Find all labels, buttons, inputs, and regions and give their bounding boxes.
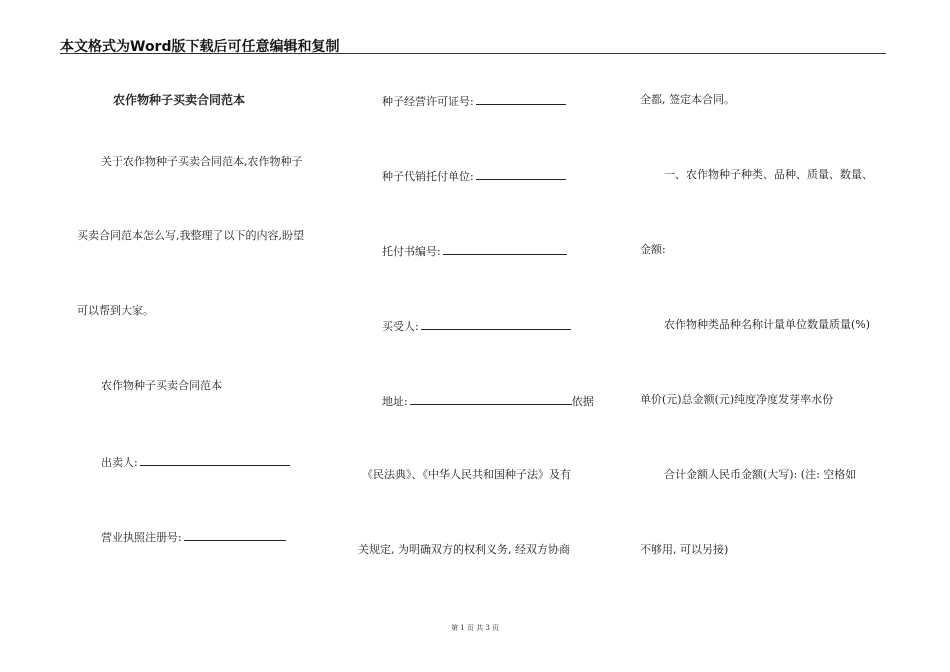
- agent-unit-blank: [476, 168, 566, 180]
- intro-line-2: 买卖合同范本怎么写,我整理了以下的内容,盼望: [77, 229, 304, 242]
- address-suffix: 依据: [571, 395, 594, 408]
- total-amount-line-2: 不够用, 可以另接): [640, 543, 729, 556]
- intro-line-1: 关于农作物种子买卖合同范本,农作物种子: [101, 155, 303, 168]
- address-label: 地址:: [382, 395, 408, 408]
- license-label: 营业执照注册号:: [101, 531, 182, 544]
- seller-blank: [140, 454, 290, 466]
- seller-field: [101, 454, 290, 470]
- seed-permit-blank: [476, 93, 566, 105]
- agent-unit-field: [382, 168, 566, 184]
- law-line: 《民法典》、《中华人民共和国种子法》及有: [362, 468, 571, 481]
- document-header: 本文格式为Word版下载后可任意编辑和复制: [60, 39, 340, 55]
- page-footer: 第 1 页 共 3 页: [450, 624, 500, 632]
- entrust-no-blank: [443, 243, 567, 255]
- amount-label: 金额:: [640, 243, 666, 256]
- seed-permit-label: 种子经营许可证号:: [382, 95, 474, 108]
- table-header-2: 单价(元)总金额(元)纯度净度发芽率水份: [640, 393, 834, 406]
- entrust-no-field: [382, 243, 567, 259]
- contract-subtitle: 农作物种子买卖合同范本: [101, 379, 222, 392]
- document-title: 农作物种子买卖合同范本: [113, 93, 246, 107]
- agent-unit-label: 种子代销托付单位:: [382, 170, 474, 183]
- entrust-no-label: 托付书编号:: [382, 245, 441, 258]
- total-amount-line: 合计金额人民币金额(大写): (注: 空格如: [664, 468, 857, 481]
- seed-permit-field: [382, 93, 566, 109]
- address-field: [382, 393, 594, 409]
- buyer-label: 买受人:: [382, 320, 419, 333]
- address-blank: [410, 393, 572, 405]
- buyer-blank: [421, 318, 571, 330]
- buyer-field: [382, 318, 571, 334]
- agreement-line: 全都, 签定本合同。: [640, 93, 735, 106]
- license-field: [101, 529, 286, 545]
- intro-line-3: 可以帮到大家。: [77, 304, 154, 317]
- license-blank: [184, 529, 286, 541]
- seller-label: 出卖人:: [101, 456, 138, 469]
- table-header-1: 农作物种类品种名称计量单位数量质量(%): [664, 318, 871, 331]
- section-1-heading: 一、农作物种子种类、品种、质量、数量、: [664, 168, 873, 181]
- law-line-2: 关规定, 为明确双方的权利义务, 经双方协商: [358, 543, 570, 556]
- header-divider: [60, 53, 886, 54]
